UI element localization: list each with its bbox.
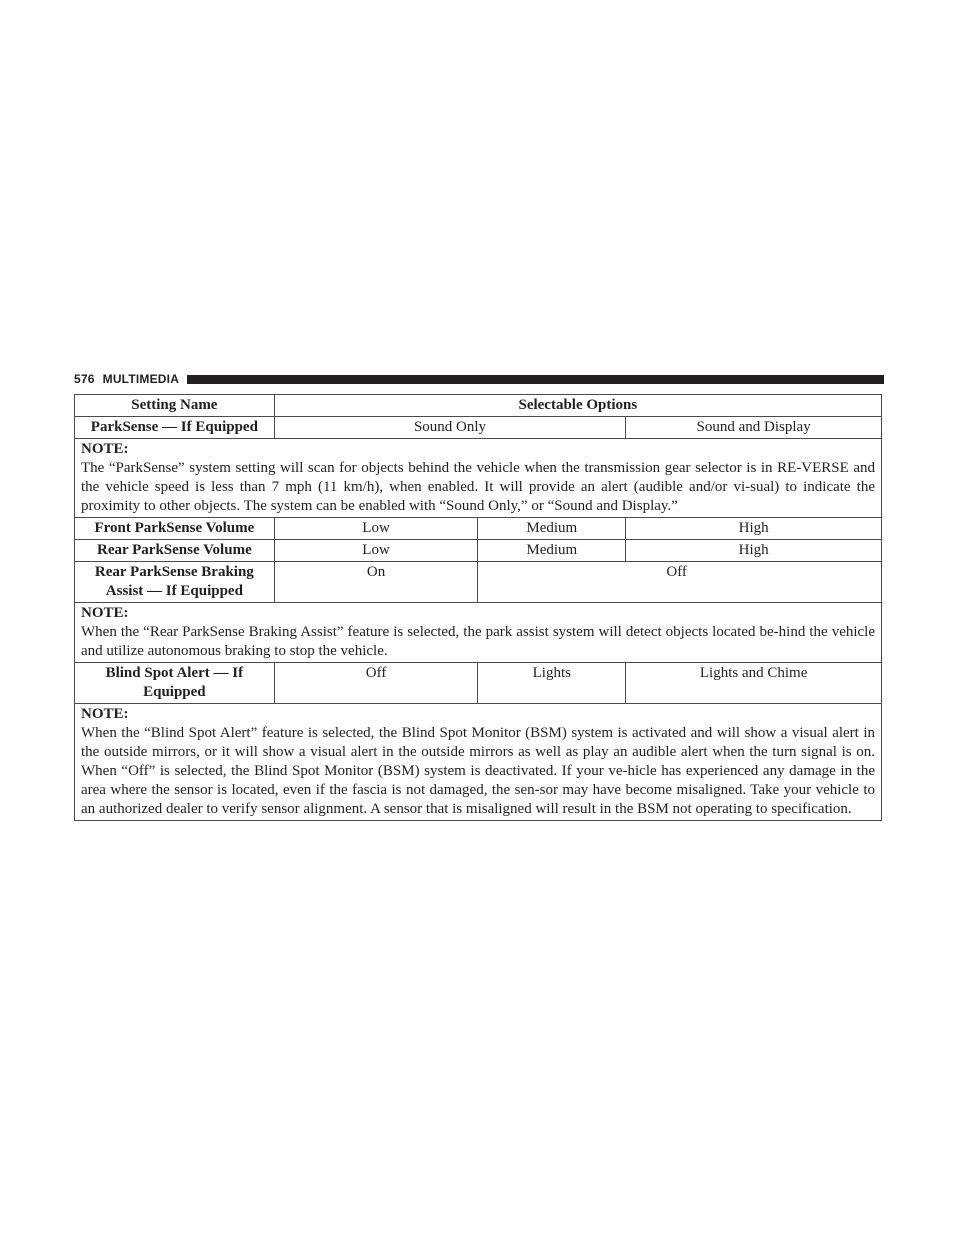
- page-number: 576: [74, 372, 95, 386]
- option-cell: Sound and Display: [626, 417, 882, 439]
- setting-name-rear-parksense-braking-assist: [75, 562, 275, 603]
- option-cell: On: [274, 562, 478, 603]
- option-cell: High: [626, 540, 882, 562]
- note-title: NOTE:: [81, 706, 129, 722]
- setting-name-parksense: ParkSense — If Equipped: [75, 417, 275, 439]
- option-cell: Lights and Chime: [626, 663, 882, 704]
- option-cell: High: [626, 518, 882, 540]
- setting-name-line: Assist — If Equipped: [105, 583, 243, 599]
- column-header-setting-name: Setting Name: [75, 395, 275, 417]
- table-row: [75, 540, 882, 562]
- table-row: [75, 417, 882, 439]
- option-cell: Low: [274, 518, 478, 540]
- table-row: [75, 518, 882, 540]
- note-row: [75, 439, 882, 518]
- settings-table: [74, 394, 882, 821]
- setting-name-blind-spot-alert: [75, 663, 275, 704]
- note-parksense: [75, 439, 882, 518]
- column-header-selectable-options: Selectable Options: [274, 395, 881, 417]
- note-row: [75, 704, 882, 821]
- option-cell: Medium: [478, 518, 626, 540]
- option-cell: Sound Only: [274, 417, 626, 439]
- note-blind-spot-alert: [75, 704, 882, 821]
- section-title: MULTIMEDIA: [102, 372, 180, 386]
- setting-name-front-parksense-volume: Front ParkSense Volume: [75, 518, 275, 540]
- note-braking-assist: [75, 603, 882, 663]
- note-text: When the “Blind Spot Alert” feature is selected, the Blind Spot Monitor (BSM) system is activated and will show a visual alert in the outside mirrors, or it will show a visual alert in the outside mirrors as well as play an audible alert when the turn signal is on. When “Off” is selected, the Blind Spot Monitor (BSM) system is deactivated. If your ve-hicle has experienced any damage in the area where the sensor is located, even if the fascia is not damaged, the sen-sor may have become misaligned. Take your vehicle to an authorized dealer to verify sensor alignment. A sensor that is misaligned will result in the BSM not operating to specification.: [81, 725, 875, 817]
- note-row: [75, 603, 882, 663]
- note-title: NOTE:: [81, 441, 129, 457]
- note-title: NOTE:: [81, 605, 129, 621]
- setting-name-line: Equipped: [143, 684, 206, 700]
- note-text: The “ParkSense” system setting will scan for objects behind the vehicle when the transmission gear selector is in RE-VERSE and the vehicle speed is less than 7 mph (11 km/h), when enabled. It will provide an alert (audible and/or vi-sual) to indicate the proximity to other objects. The system can be enabled with “Sound Only,” or “Sound and Display.”: [81, 460, 875, 514]
- table-row: [75, 663, 882, 704]
- table-row: [75, 562, 882, 603]
- setting-name-rear-parksense-volume: Rear ParkSense Volume: [75, 540, 275, 562]
- setting-name-line: Rear ParkSense Braking: [94, 564, 254, 580]
- header-rule: [187, 375, 884, 384]
- option-cell: Lights: [478, 663, 626, 704]
- option-cell: Medium: [478, 540, 626, 562]
- page-header: [74, 371, 884, 387]
- note-text: When the “Rear ParkSense Braking Assist” feature is selected, the park assist system will detect objects located be-hind the vehicle and utilize autonomous braking to stop the vehicle.: [81, 624, 875, 659]
- table-header-row: [75, 395, 882, 417]
- option-cell: Off: [478, 562, 882, 603]
- option-cell: Off: [274, 663, 478, 704]
- option-cell: Low: [274, 540, 478, 562]
- setting-name-line: Blind Spot Alert — If: [105, 665, 244, 681]
